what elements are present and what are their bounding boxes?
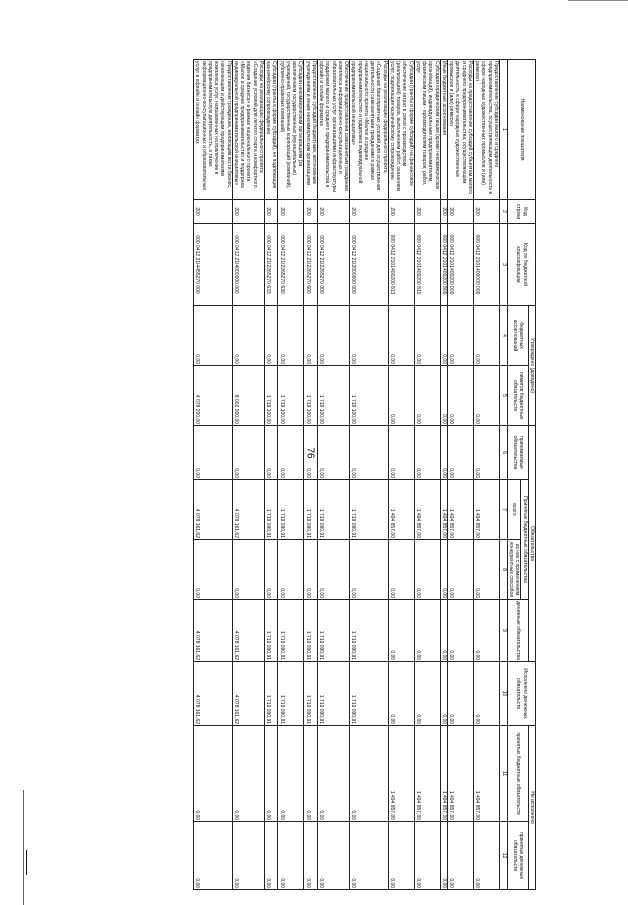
- table-row: [278, 60, 304, 890]
- header-deferred: принимаемые обязательства: [508, 426, 529, 480]
- row-name: Расходы на реализацию федерального проекта «Создание условий для легкого старта и комфортного ведения бизнеса» в рамках национального проекта «Малое и среднее предпринимательство и поддержка индивидуальной предпринимательской инициативы»: [232, 60, 264, 200]
- row-line-code: 200: [304, 200, 318, 224]
- row-value: 4 078 161,62: [194, 480, 233, 540]
- row-value: 0,00: [304, 306, 318, 366]
- row-value: 0,00: [304, 540, 318, 600]
- row-value: 0,00: [440, 306, 447, 366]
- row-name: Расходы на реализацию федерального проекта «Создание благоприятных условий для осуществления деятельности самозанятыми гражданами в рамках национального проекта «Малое и среднее предпринимательство и поддержка индивидуальной предпринимательской инициативы»: [350, 60, 389, 200]
- row-value: 0,00: [440, 822, 447, 890]
- row-value: 0,00: [318, 726, 350, 822]
- row-value: 0,00: [388, 822, 414, 890]
- row-value: 1 719 090,91: [318, 600, 350, 662]
- column-number: 11: [500, 726, 508, 822]
- row-value: 1 719 090,91: [304, 662, 318, 726]
- row-budget-code: 000 0412 21I2265270 600: [304, 224, 318, 306]
- header-accepted: Принятые бюджетные обязательства: [521, 480, 528, 600]
- row-value: 0,00: [232, 306, 264, 366]
- row-value: 4 078 161,62: [232, 480, 264, 540]
- row-value: 0,00: [448, 366, 474, 426]
- row-value: 1 494 857,00: [388, 726, 414, 822]
- row-value: 0,00: [194, 426, 233, 480]
- scan-edge-line: [23, 790, 24, 905]
- row-value: 8 002 000,00: [232, 366, 264, 426]
- row-value: 0,00: [304, 726, 318, 822]
- header-approved: Утверждено (доведено): [528, 306, 535, 426]
- table-row: [194, 60, 233, 890]
- row-value: 0,00: [440, 540, 447, 600]
- row-line-code: 200: [474, 200, 500, 224]
- row-value: 1 719 090,91: [304, 600, 318, 662]
- row-budget-code: 000 0412 21I2265270 633: [265, 224, 279, 306]
- header-line-code: Код строки: [508, 200, 536, 224]
- row-value: 0,00: [414, 540, 440, 600]
- row-value: 0,00: [350, 426, 389, 480]
- header-monetary: денежные обязательства: [508, 600, 529, 662]
- row-name: Обеспечение предоставления самозанятым гражданам комплекса информационно-консультационных и образовательных услуг организациями инфраструктуры поддержки малого и среднего предпринимательства в офлайн и онлайн форматах: [318, 60, 350, 200]
- row-value: 4 078 161,62: [194, 600, 233, 662]
- row-name: Предоставление субсидии малого и среднего предпринимательства, осуществляющим деятельность в сфере народных художественных промыслов и (или) ремесел: [474, 60, 500, 200]
- table-row: [304, 60, 318, 890]
- row-value: 0,00: [265, 822, 279, 890]
- row-line-code: 200: [388, 200, 414, 224]
- row-name: Расходы на предоставление субсидий субъектам малого и среднего предпринимательства, осуществляющим деятельность в сфере народных художественных промыслов и (или) ремесел: [448, 60, 474, 200]
- row-value: 0,00: [232, 426, 264, 480]
- row-value: 0,00: [440, 366, 447, 426]
- header-limits: лимитов бюджетных обязательств: [508, 366, 529, 426]
- column-number: 5: [500, 366, 508, 426]
- row-value: 1 719 090,91: [318, 480, 350, 540]
- table-row: [474, 60, 500, 890]
- column-number: 7: [500, 480, 508, 540]
- row-value: 0,00: [318, 426, 350, 480]
- row-value: 1 494 857,00: [388, 480, 414, 540]
- scan-edge-line: [26, 850, 27, 875]
- column-number: 12: [500, 822, 508, 890]
- row-line-code: 200: [350, 200, 389, 224]
- row-value: 1 719 090,91: [278, 662, 304, 726]
- column-number: 6: [500, 426, 508, 480]
- row-value: 0,00: [350, 540, 389, 600]
- row-value: 0,00: [448, 600, 474, 662]
- row-budget-code: 000 0412 21I2265270 630: [278, 224, 304, 306]
- row-value: 0,00: [304, 426, 318, 480]
- row-value: 0,00: [448, 426, 474, 480]
- table-row: [318, 60, 350, 890]
- row-line-code: 200: [318, 200, 350, 224]
- row-value: 1 719 090,91: [265, 600, 279, 662]
- row-value: 0,00: [265, 540, 279, 600]
- row-value: 0,00: [440, 600, 447, 662]
- row-line-code: 200: [440, 200, 447, 224]
- row-value: 0,00: [414, 600, 440, 662]
- row-value: 0,00: [448, 540, 474, 600]
- row-value: 0,00: [440, 426, 447, 480]
- row-line-code: 200: [414, 200, 440, 224]
- row-budget-code: 000 0412 21I4455270 000: [194, 224, 233, 306]
- row-line-code: 200: [278, 200, 304, 224]
- page-number: 76: [304, 447, 316, 459]
- header-unexec-accepted: принятых бюджетных обязательств: [508, 726, 529, 822]
- column-number: 9: [500, 600, 508, 662]
- row-line-code: 200: [265, 200, 279, 224]
- column-number: 8: [500, 540, 508, 600]
- row-value: 0,00: [474, 366, 500, 426]
- row-value: 0,00: [474, 822, 500, 890]
- scan-edge-line: [568, 0, 628, 1]
- row-value: 0,00: [318, 306, 350, 366]
- row-value: 0,00: [278, 306, 304, 366]
- table-row: [414, 60, 440, 890]
- row-value: 0,00: [440, 662, 447, 726]
- row-value: 0,00: [194, 726, 233, 822]
- row-value: 1 719 090,91: [350, 662, 389, 726]
- row-name: Субсидии юридическим лицам (кроме некоммерческих организаций), индивидуальным предпринимателям, физическим лицам - производителям товаров, работ, услуг: [414, 60, 440, 200]
- row-value: 4 078 161,62: [194, 662, 233, 726]
- row-value: 1 719 090,91: [265, 480, 279, 540]
- row-value: 1 719 090,91: [278, 600, 304, 662]
- budget-report-table: [193, 59, 536, 890]
- row-name: Предоставление гражданам, желающим вести бизнес, начинающим и действующим предпринимателям комплекса услуг, направленных на вовлечение в предпринимательскую деятельность, а также информационно-консультационных и образовательных услуг в офлайн и онлайн форматах: [194, 60, 233, 200]
- row-budget-code: 000 0412 2101400200 810: [414, 224, 440, 306]
- row-value: 0,00: [388, 366, 414, 426]
- header-name: Наименование показателя: [508, 60, 536, 200]
- row-name: Субсидии (гранты в форме субсидий), не подлежащие казначейскому сопровождению: [265, 60, 279, 200]
- row-name: Субсидии (гранты в форме субсидий) на финансовое обеспечение затрат в связи с производством (реализацией) товаров, выполнением работ, оказанием услуг, подлежащие казначейскому сопровождению: [388, 60, 414, 200]
- header-budget-allocations: бюджетных ассигнований: [508, 306, 529, 366]
- row-value: 0,00: [278, 426, 304, 480]
- row-value: 0,00: [350, 306, 389, 366]
- row-value: 0,00: [474, 540, 500, 600]
- row-value: 0,00: [474, 426, 500, 480]
- header-executed: Исполнено денежных обязательств: [508, 662, 536, 726]
- row-value: 0,00: [194, 540, 233, 600]
- row-budget-code: 000 0412 21I2000000 000: [350, 224, 389, 306]
- row-value: 1 494 857,00: [474, 480, 500, 540]
- table-row: [388, 60, 414, 890]
- row-value: 0,00: [388, 600, 414, 662]
- row-value: 0,00: [278, 822, 304, 890]
- header-unexec-monetary: принятых денежных обязательств: [508, 822, 529, 890]
- row-value: 1 494 857,00: [440, 726, 447, 822]
- header-budget-code: Код по бюджетной классификации: [508, 224, 536, 306]
- row-value: 1 494 857,00: [414, 480, 440, 540]
- row-value: 0,00: [232, 726, 264, 822]
- column-number: 3: [500, 224, 508, 306]
- row-value: 0,00: [265, 306, 279, 366]
- row-value: 1 494 857,00: [474, 726, 500, 822]
- column-number: 4: [500, 306, 508, 366]
- row-value: 0,00: [304, 822, 318, 890]
- row-line-code: 200: [194, 200, 233, 224]
- row-budget-code: 000 0412 21I4000000 000: [232, 224, 264, 306]
- row-budget-code: 000 0412 2101400000 000: [474, 224, 500, 306]
- row-budget-code: 000 0412 21I2265270 000: [318, 224, 350, 306]
- row-value: 1 719 100,00: [318, 366, 350, 426]
- row-value: 0,00: [388, 306, 414, 366]
- row-value: 0,00: [350, 726, 389, 822]
- column-number: 2: [500, 200, 508, 224]
- row-value: 0,00: [278, 540, 304, 600]
- column-number-row: [500, 60, 508, 890]
- row-budget-code: 000 0412 2101400200 800: [440, 224, 447, 306]
- row-value: 1 494 857,00: [448, 726, 474, 822]
- row-value: 0,00: [448, 306, 474, 366]
- column-number: 1: [500, 60, 508, 200]
- row-value: 1 719 090,91: [304, 480, 318, 540]
- row-name: Субсидии некоммерческим организациям (за исключением государственных (муниципальных) учреждений, государственных корпораций (компаний), публично-правовых компаний): [278, 60, 304, 200]
- row-value: 0,00: [194, 822, 233, 890]
- row-value: 0,00: [232, 822, 264, 890]
- row-value: 1 494 857,00: [414, 726, 440, 822]
- row-value: 1 719 090,91: [350, 600, 389, 662]
- row-name: Иные бюджетные ассигнования: [440, 60, 447, 200]
- row-value: 1 719 100,00: [278, 366, 304, 426]
- row-value: 0,00: [414, 822, 440, 890]
- header-total: всего: [508, 480, 522, 540]
- row-line-code: 200: [448, 200, 474, 224]
- row-value: 0,00: [232, 540, 264, 600]
- row-value: 1 719 090,91: [278, 480, 304, 540]
- row-value: 1 494 857,00: [440, 480, 447, 540]
- row-value: 1 494 857,00: [448, 480, 474, 540]
- header-competitive: из них с применением конкурентных способов: [508, 540, 522, 600]
- header-obligations: Обязательства: [528, 426, 535, 662]
- row-line-code: 200: [232, 200, 264, 224]
- row-value: 0,00: [350, 822, 389, 890]
- row-budget-code: 000 0412 2101400200 813: [388, 224, 414, 306]
- row-value: 0,00: [265, 726, 279, 822]
- row-value: 0,00: [474, 600, 500, 662]
- row-value: 0,00: [194, 306, 233, 366]
- row-value: 0,00: [414, 366, 440, 426]
- row-value: 0,00: [414, 426, 440, 480]
- row-value: 1 719 090,91: [318, 662, 350, 726]
- row-value: 1 719 100,00: [265, 366, 279, 426]
- table-body: [194, 60, 500, 890]
- row-value: 0,00: [388, 662, 414, 726]
- row-value: 0,00: [448, 822, 474, 890]
- rotated-report-table: [92, 59, 536, 889]
- table-row: [350, 60, 389, 890]
- table-row: [232, 60, 264, 890]
- row-name: Предоставление субсидий бюджетным, автономным учреждениям и иным некоммерческим организациям: [304, 60, 318, 200]
- row-value: 0,00: [265, 426, 279, 480]
- row-value: 1 719 100,00: [350, 366, 389, 426]
- row-value: 0,00: [388, 426, 414, 480]
- row-value: 1 719 090,91: [350, 480, 389, 540]
- row-value: 0,00: [474, 662, 500, 726]
- row-value: 0,00: [448, 662, 474, 726]
- row-value: 1 719 100,00: [304, 366, 318, 426]
- row-value: 4 078 200,00: [194, 366, 233, 426]
- table-row: [440, 60, 447, 890]
- column-number: 10: [500, 662, 508, 726]
- table-row: [448, 60, 474, 890]
- row-value: 4 078 161,62: [232, 600, 264, 662]
- row-value: 0,00: [474, 306, 500, 366]
- row-value: 0,00: [414, 306, 440, 366]
- header-unexecuted: Не исполнено: [528, 726, 535, 890]
- row-value: 4 078 161,62: [232, 662, 264, 726]
- row-value: 0,00: [318, 822, 350, 890]
- row-value: 0,00: [318, 540, 350, 600]
- row-budget-code: 000 0412 2101400200 000: [448, 224, 474, 306]
- row-value: 0,00: [414, 662, 440, 726]
- row-value: 1 719 090,91: [265, 662, 279, 726]
- table-row: [265, 60, 279, 890]
- row-value: 0,00: [278, 726, 304, 822]
- row-value: 0,00: [388, 540, 414, 600]
